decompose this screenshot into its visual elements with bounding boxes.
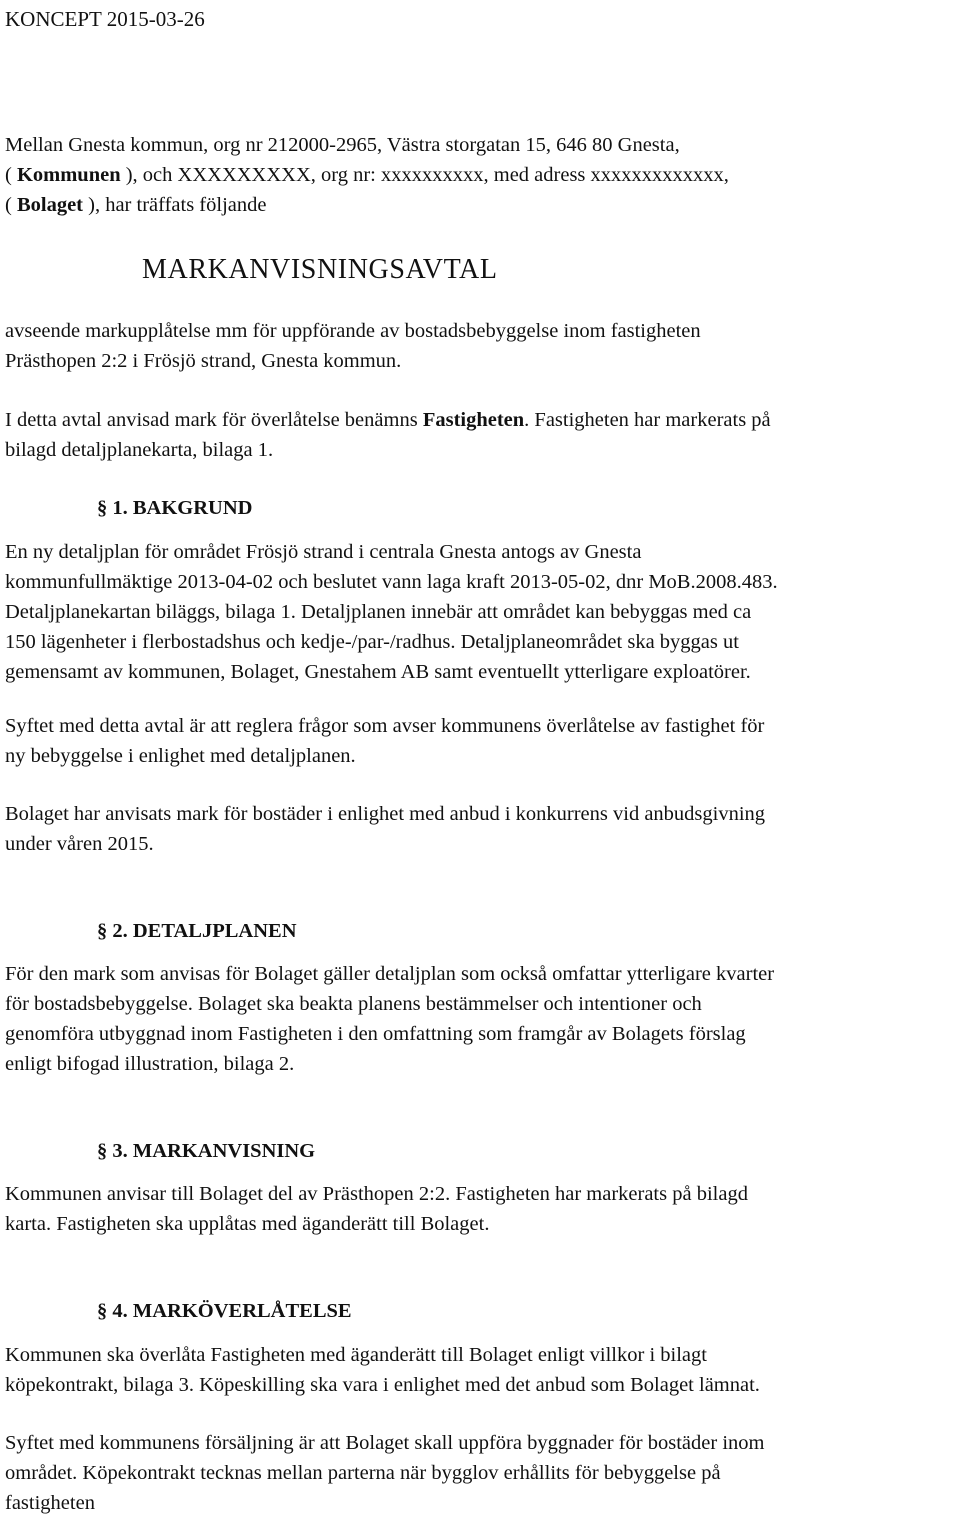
markoverlatelse-paragraph-2 bbox=[5, 1428, 954, 1518]
paragraph-line: fastigheten bbox=[5, 1492, 95, 1514]
parties-line bbox=[5, 190, 954, 220]
section-heading-markoverlatelse: § 4. MARKÖVERLÅTELSE bbox=[97, 1300, 352, 1322]
paragraph-line: karta. Fastigheten ska upplåtas med äganderätt till Bolaget. bbox=[5, 1213, 490, 1235]
paren-open: ( bbox=[5, 194, 17, 216]
paragraph-line: Bolaget har anvisats mark för bostäder i enlighet med anbud i konkurrens vid anbudsgivning bbox=[5, 803, 766, 825]
paragraph-line: Detaljplanekartan biläggs, bilaga 1. Detaljplanen innebär att området kan bebyggas med ca bbox=[5, 601, 752, 623]
paragraph-line: ny bebyggelse i enlighet med detaljplanen. bbox=[5, 745, 356, 767]
kommunen-term: Kommunen bbox=[16, 164, 121, 186]
fastigheten-term: Fastigheten bbox=[422, 409, 525, 431]
designation-line bbox=[5, 405, 954, 435]
paragraph-line: Kommunen ska överlåta Fastigheten med äganderätt till Bolaget enligt villkor i bilagt bbox=[5, 1344, 707, 1366]
parties-line bbox=[5, 160, 954, 190]
bakgrund-paragraph-2 bbox=[5, 711, 954, 771]
intro-line: Prästhopen 2:2 i Frösjö strand, Gnesta kommun. bbox=[5, 350, 402, 372]
paragraph-line: En ny detaljplan för området Frösjö strand i centrala Gnesta antogs av Gnesta bbox=[5, 541, 642, 563]
section-heading-markanvisning: § 3. MARKANVISNING bbox=[97, 1140, 316, 1162]
parties-text: ), har träffats följande bbox=[83, 194, 267, 216]
bolaget-term: Bolaget bbox=[16, 194, 83, 216]
section-heading-detaljplanen: § 2. DETALJPLANEN bbox=[97, 920, 297, 942]
paragraph-line: Kommunen anvisar till Bolaget del av Prästhopen 2:2. Fastigheten har markerats på bilagd bbox=[5, 1183, 748, 1205]
paragraph-line: Syftet med kommunens försäljning är att Bolaget skall uppföra byggnader för bostäder inom bbox=[5, 1432, 765, 1454]
bakgrund-paragraph-3 bbox=[5, 799, 954, 859]
paragraph-line: kommunfullmäktige 2013-04-02 och beslutet vann laga kraft 2013-05-02, dnr MoB.2008.483. bbox=[5, 571, 778, 593]
paragraph-line: köpekontrakt, bilaga 3. Köpeskilling ska vara i enlighet med det anbud som Bolaget lämnat. bbox=[5, 1374, 760, 1396]
intro-line: avseende markupplåtelse mm för uppförande av bostadsbebyggelse inom fastigheten bbox=[5, 320, 701, 342]
paragraph-line: enligt bifogad illustration, bilaga 2. bbox=[5, 1053, 295, 1075]
draft-date-header: KONCEPT 2015-03-26 bbox=[5, 7, 205, 31]
paragraph-line: området. Köpekontrakt tecknas mellan parterna när bygglov erhållits för bebyggelse på bbox=[5, 1462, 721, 1484]
intro-paragraph bbox=[5, 316, 954, 376]
paragraph-line: 150 lägenheter i flerbostadshus och kedje-/par-/radhus. Detaljplaneområdet ska byggas ut bbox=[5, 631, 739, 653]
parties-text: ), och XXXXXXXXX, org nr: xxxxxxxxxx, med adress xxxxxxxxxxxxx, bbox=[120, 164, 729, 186]
detaljplanen-paragraph bbox=[5, 959, 954, 1079]
paragraph-line: genomföra utbyggnad inom Fastigheten i den omfattning som framgår av Bolagets förslag bbox=[5, 1023, 746, 1045]
designation-text: I detta avtal anvisad mark för överlåtelse benämns bbox=[5, 409, 423, 431]
bakgrund-paragraph-1 bbox=[5, 537, 954, 687]
designation-paragraph bbox=[5, 405, 954, 465]
paragraph-line: gemensamt av kommunen, Bolaget, Gnestahem AB samt eventuellt ytterligare exploatörer. bbox=[5, 661, 751, 683]
parties-paragraph bbox=[5, 130, 954, 220]
paragraph-line: under våren 2015. bbox=[5, 833, 154, 855]
section-heading-bakgrund: § 1. BAKGRUND bbox=[97, 497, 253, 519]
designation-line: bilagd detaljplanekarta, bilaga 1. bbox=[5, 439, 274, 461]
paragraph-line: För den mark som anvisas för Bolaget gäller detaljplan som också omfattar ytterligare kvarter bbox=[5, 963, 775, 985]
document-title: MARKANVISNINGSAVTAL bbox=[142, 254, 498, 285]
designation-text: . Fastigheten har markerats på bbox=[524, 409, 771, 431]
markanvisning-paragraph bbox=[5, 1179, 954, 1239]
paren-open: ( bbox=[5, 164, 17, 186]
parties-line: Mellan Gnesta kommun, org nr 212000-2965, Västra storgatan 15, 646 80 Gnesta, bbox=[5, 134, 680, 156]
paragraph-line: Syftet med detta avtal är att reglera frågor som avser kommunens överlåtelse av fastighet för bbox=[5, 715, 765, 737]
paragraph-line: för bostadsbebyggelse. Bolaget ska beakta planens bestämmelser och intentioner och bbox=[5, 993, 702, 1015]
markoverlatelse-paragraph-1 bbox=[5, 1340, 954, 1400]
